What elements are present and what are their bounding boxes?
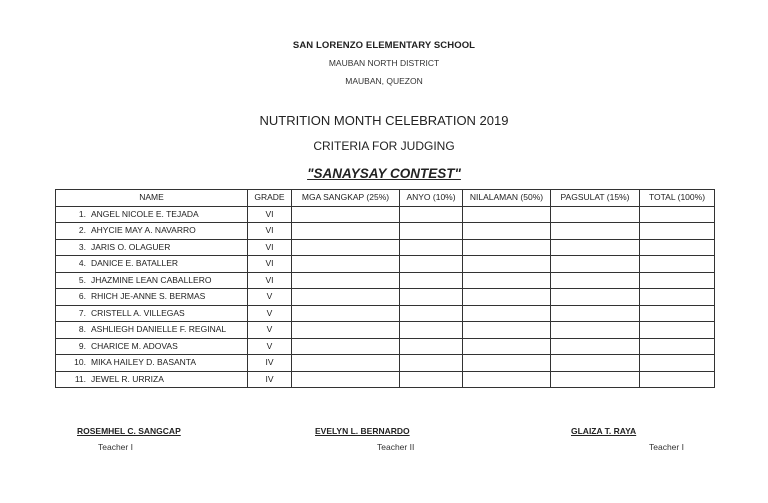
row-number: 3.: [78, 241, 86, 252]
table-row: [56, 305, 715, 322]
score-cell-total: [640, 355, 715, 372]
column-header-pagsulat: PAGSULAT (15%): [551, 190, 640, 207]
row-number: 2.: [78, 225, 86, 235]
score-cell-pagsulat: [551, 322, 640, 339]
grade-cell: IV: [248, 355, 292, 372]
score-cell-total: [640, 371, 715, 388]
score-cell-pagsulat: [551, 256, 640, 273]
score-cell-anyo: [400, 223, 463, 240]
contestant-name: RHICH JE-ANNE S. BERMAS: [91, 291, 206, 301]
row-number: 4.: [78, 258, 86, 268]
column-header-grade: GRADE: [248, 190, 292, 207]
score-cell-pagsulat: [551, 239, 640, 256]
score-cell-nilalaman: [463, 355, 551, 372]
score-cell-sangkap: [292, 305, 400, 322]
signatory-2: [315, 426, 414, 452]
contestant-name-cell: [56, 223, 248, 240]
column-header-sangkap: MGA SANGKAP (25%): [292, 190, 400, 207]
score-cell-anyo: [400, 289, 463, 306]
score-cell-anyo: [400, 239, 463, 256]
contest-title: "SANAYSAY CONTEST": [307, 166, 461, 181]
contestant-name: AHYCIE MAY A. NAVARRO: [91, 225, 196, 235]
signatory-name: GLAIZA T. RAYA: [571, 426, 637, 436]
district-name: MAUBAN NORTH DISTRICT: [328, 58, 440, 68]
score-cell-sangkap: [292, 272, 400, 289]
score-cell-sangkap: [292, 322, 400, 339]
score-cell-nilalaman: [463, 223, 551, 240]
score-cell-pagsulat: [551, 223, 640, 240]
score-cell-nilalaman: [463, 322, 551, 339]
table-row: [56, 338, 715, 355]
contestant-name-cell: [56, 355, 248, 372]
row-number: 8.: [78, 324, 86, 334]
table-row: [56, 355, 715, 372]
school-name: SAN LORENZO ELEMENTARY SCHOOL: [292, 40, 476, 51]
contestant-name: CHARICE M. ADOVAS: [91, 340, 178, 351]
grade-cell: VI: [248, 223, 292, 240]
score-cell-anyo: [400, 371, 463, 388]
score-cell-pagsulat: [551, 289, 640, 306]
score-cell-anyo: [400, 272, 463, 289]
signatory-name: ROSEMHEL C. SANGCAP: [77, 426, 181, 436]
score-cell-pagsulat: [551, 371, 640, 388]
score-cell-pagsulat: [551, 338, 640, 355]
contestant-name: MIKA HAILEY D. BASANTA: [91, 357, 197, 367]
table-row: [56, 223, 715, 240]
score-cell-sangkap: [292, 355, 400, 372]
score-cell-sangkap: [292, 256, 400, 273]
signatory-role: Teacher I: [98, 442, 133, 452]
signatory-name: EVELYN L. BERNARDO: [315, 426, 410, 436]
row-number: 9.: [78, 340, 86, 351]
event-title: NUTRITION MONTH CELEBRATION 2019: [259, 113, 509, 128]
grade-cell: V: [248, 322, 292, 339]
score-cell-total: [640, 223, 715, 240]
score-cell-sangkap: [292, 239, 400, 256]
score-cell-nilalaman: [463, 256, 551, 273]
table-row: [56, 256, 715, 273]
column-header-total: TOTAL (100%): [640, 190, 715, 207]
contestant-name-cell: [56, 371, 248, 388]
contestant-name-cell: [56, 305, 248, 322]
contestant-name-cell: [56, 322, 248, 339]
table-row: [56, 322, 715, 339]
table-header-row: [56, 190, 715, 207]
grade-cell: VI: [248, 239, 292, 256]
score-cell-total: [640, 338, 715, 355]
column-header-anyo: ANYO (10%): [400, 190, 463, 207]
grade-cell: VI: [248, 272, 292, 289]
contestant-name-cell: [56, 206, 248, 223]
grade-cell: IV: [248, 371, 292, 388]
contestant-name: ANGEL NICOLE E. TEJADA: [91, 208, 199, 219]
signatory-1: [77, 426, 181, 452]
score-cell-total: [640, 305, 715, 322]
column-header-name: NAME: [56, 190, 248, 207]
score-cell-pagsulat: [551, 206, 640, 223]
contestant-name: CRISTELL A. VILLEGAS: [91, 307, 185, 318]
row-number: 10.: [74, 357, 86, 367]
score-cell-total: [640, 272, 715, 289]
score-cell-nilalaman: [463, 206, 551, 223]
signatory-role: Teacher II: [377, 442, 415, 452]
score-cell-anyo: [400, 355, 463, 372]
judging-table: [55, 189, 715, 388]
contestant-name-cell: [56, 289, 248, 306]
contestant-name: JEWEL R. URRIZA: [91, 373, 164, 384]
score-cell-total: [640, 289, 715, 306]
contestant-name-cell: [56, 338, 248, 355]
table-row: [56, 289, 715, 306]
table-row: [56, 272, 715, 289]
contestant-name: ASHLIEGH DANIELLE F. REGINAL: [91, 324, 227, 334]
grade-cell: VI: [248, 256, 292, 273]
row-number: 7.: [78, 307, 86, 318]
contestant-name: JARIS O. OLAGUER: [91, 241, 171, 252]
score-cell-nilalaman: [463, 305, 551, 322]
score-cell-total: [640, 322, 715, 339]
grade-cell: V: [248, 289, 292, 306]
score-cell-anyo: [400, 256, 463, 273]
score-cell-sangkap: [292, 371, 400, 388]
signatory-3: [571, 426, 684, 452]
grade-cell: VI: [248, 206, 292, 223]
score-cell-pagsulat: [551, 355, 640, 372]
contestant-name-cell: [56, 256, 248, 273]
score-cell-sangkap: [292, 289, 400, 306]
row-number: 6.: [78, 291, 86, 301]
row-number: 5.: [78, 274, 86, 285]
grade-cell: V: [248, 305, 292, 322]
score-cell-sangkap: [292, 338, 400, 355]
signatory-role: Teacher I: [649, 442, 684, 452]
score-cell-pagsulat: [551, 272, 640, 289]
contestant-name-cell: [56, 272, 248, 289]
city-name: MAUBAN, QUEZON: [345, 76, 423, 86]
score-cell-nilalaman: [463, 338, 551, 355]
score-cell-nilalaman: [463, 289, 551, 306]
score-cell-sangkap: [292, 206, 400, 223]
column-header-nilalaman: NILALAMAN (50%): [463, 190, 551, 207]
score-cell-anyo: [400, 206, 463, 223]
score-cell-pagsulat: [551, 305, 640, 322]
score-cell-total: [640, 239, 715, 256]
score-cell-sangkap: [292, 223, 400, 240]
score-cell-anyo: [400, 305, 463, 322]
contestant-name-cell: [56, 239, 248, 256]
grade-cell: V: [248, 338, 292, 355]
score-cell-total: [640, 206, 715, 223]
score-cell-nilalaman: [463, 272, 551, 289]
score-cell-nilalaman: [463, 239, 551, 256]
row-number: 1.: [78, 208, 86, 219]
table-row: [56, 239, 715, 256]
score-cell-anyo: [400, 322, 463, 339]
score-cell-total: [640, 256, 715, 273]
table-row: [56, 371, 715, 388]
contestant-name: DANICE E. BATALLER: [91, 258, 179, 268]
contestant-name: JHAZMINE LEAN CABALLERO: [91, 274, 212, 285]
row-number: 11.: [74, 373, 86, 384]
table-row: [56, 206, 715, 223]
score-cell-anyo: [400, 338, 463, 355]
score-cell-nilalaman: [463, 371, 551, 388]
criteria-subtitle: CRITERIA FOR JUDGING: [313, 139, 455, 153]
